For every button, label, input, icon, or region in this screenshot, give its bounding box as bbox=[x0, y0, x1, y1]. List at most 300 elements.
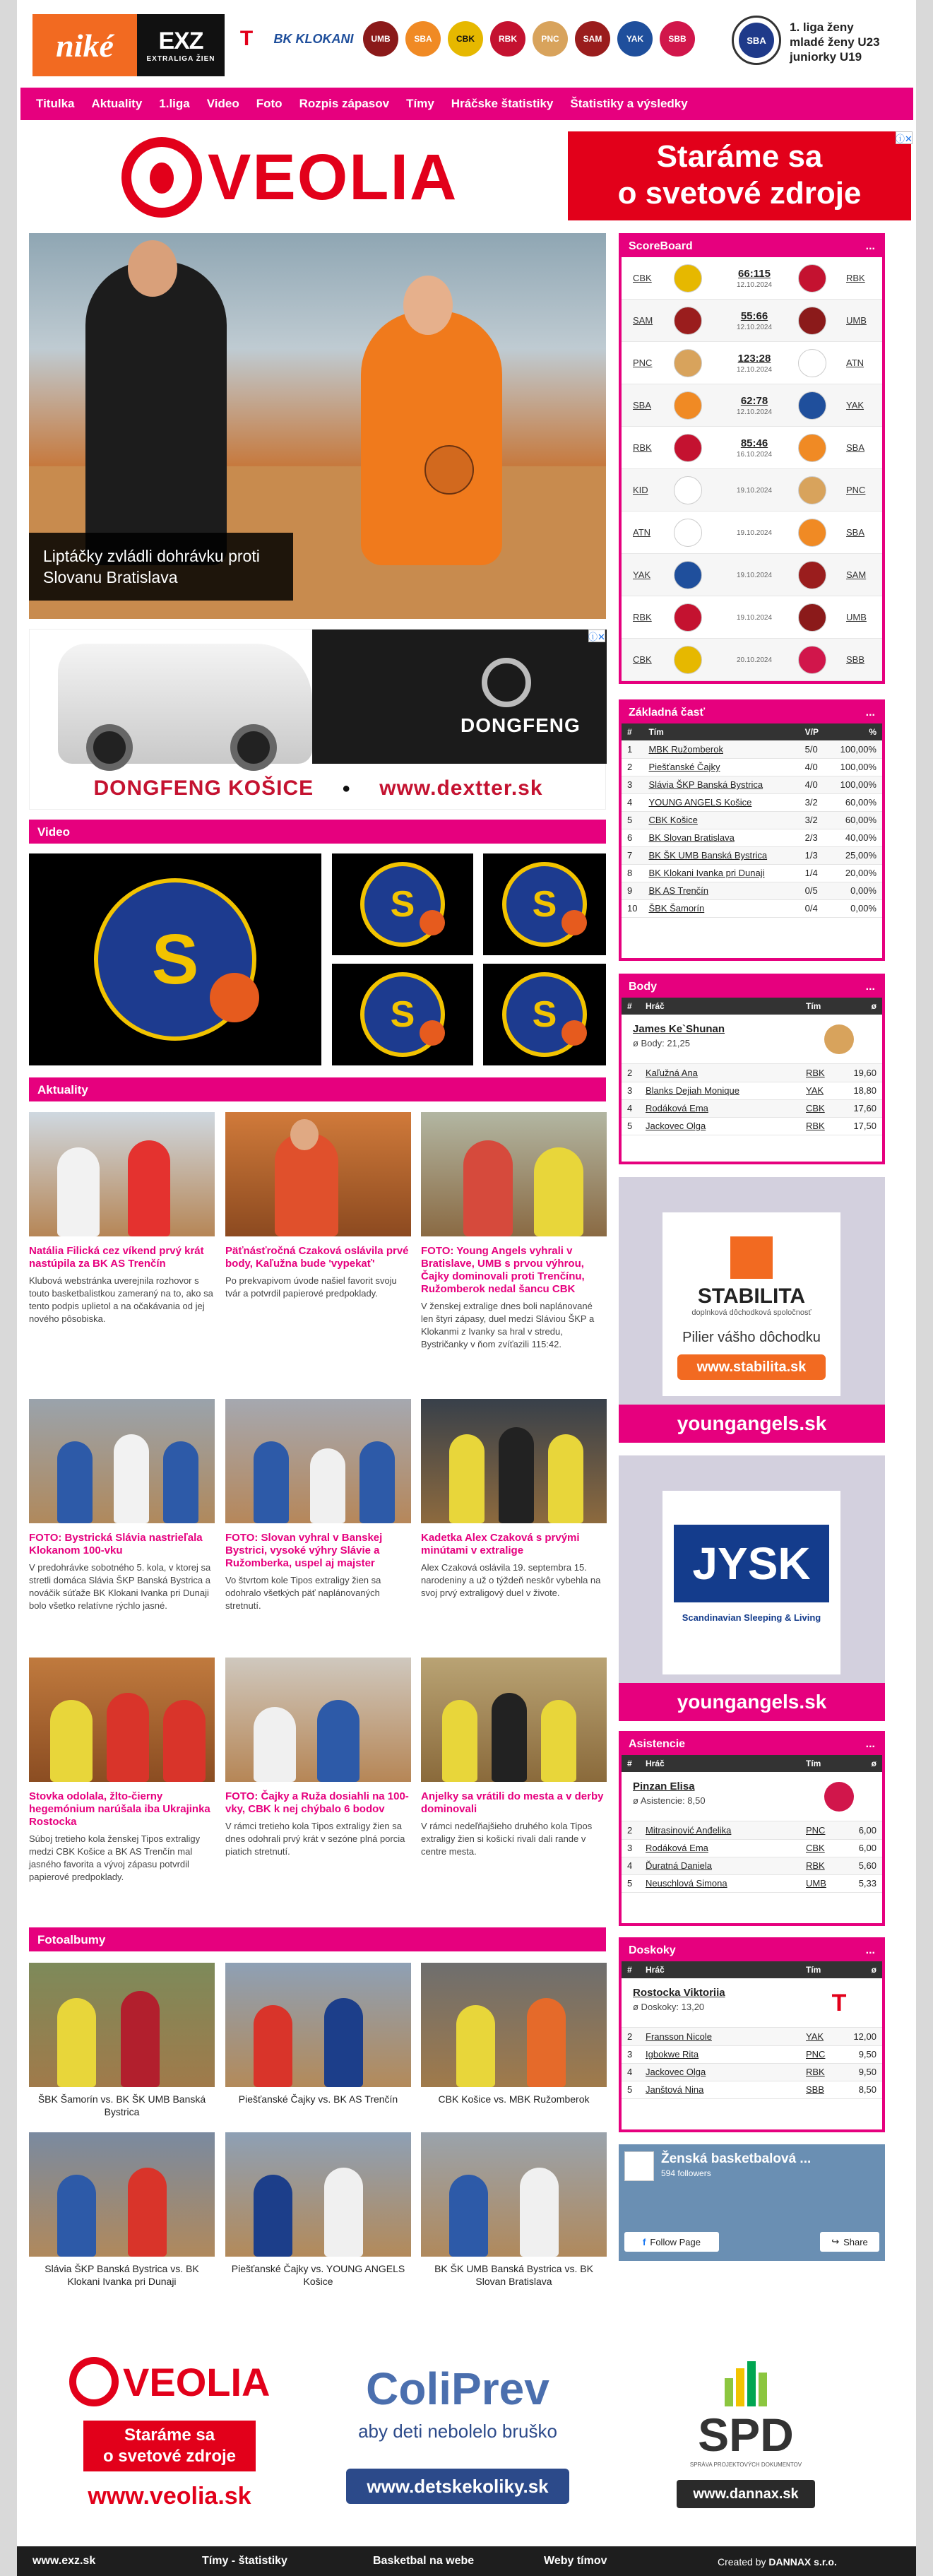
footer bbox=[17, 2546, 916, 2576]
row-player[interactable]: Ďuratná Daniela bbox=[646, 1860, 712, 1871]
album-caption[interactable]: ŠBK Šamorín vs. BK ŠK UMB Banská Bystrica bbox=[37, 2093, 206, 2117]
facebook-widget[interactable] bbox=[619, 2144, 885, 2261]
row-wl: 1/4 bbox=[804, 868, 818, 878]
footer-company[interactable]: DANNAX s.r.o. bbox=[768, 2556, 837, 2568]
score-value[interactable]: 66:115 bbox=[738, 267, 771, 280]
row-player[interactable]: Mitrasinović Anđelika bbox=[646, 1824, 732, 1836]
scoreboard-row[interactable] bbox=[622, 427, 882, 469]
row-pct: 60,00% bbox=[845, 815, 876, 825]
stabilita-sub: doplnková dôchodková spoločnosť bbox=[691, 1308, 812, 1317]
rebounds-leaders-widget bbox=[619, 1937, 885, 2132]
row-wl: 1/3 bbox=[804, 850, 818, 861]
album-card[interactable] bbox=[29, 2132, 215, 2288]
slavia-logo bbox=[94, 878, 256, 1041]
row-team[interactable]: CBK Košice bbox=[648, 815, 698, 825]
away-team-abbr[interactable]: RBK bbox=[846, 273, 865, 283]
standings-row[interactable] bbox=[622, 882, 882, 899]
row-team[interactable]: RBK bbox=[806, 2067, 825, 2077]
col-avg: ø bbox=[871, 1001, 876, 1011]
points-row[interactable] bbox=[622, 1064, 882, 1082]
home-team-logo-icon bbox=[674, 307, 702, 335]
col-player: Hráč bbox=[646, 1965, 665, 1975]
album-caption[interactable]: Piešťanské Čajky vs. BK AS Trenčín bbox=[238, 2093, 398, 2105]
match-date: 20.10.2024 bbox=[736, 656, 773, 664]
article-card[interactable] bbox=[29, 1399, 215, 1612]
album-image bbox=[29, 2132, 215, 2257]
veolia-slogan bbox=[83, 2421, 256, 2471]
assists-row[interactable] bbox=[622, 1821, 882, 1839]
row-avg: 18,80 bbox=[853, 1085, 876, 1096]
match-score[interactable] bbox=[727, 395, 781, 416]
score-value[interactable]: 55:66 bbox=[740, 309, 768, 322]
row-rank: 5 bbox=[627, 2084, 633, 2095]
standings-row[interactable] bbox=[622, 758, 882, 776]
row-team[interactable]: RBK bbox=[806, 1067, 825, 1078]
row-rank: 3 bbox=[627, 1085, 633, 1096]
album-card[interactable] bbox=[225, 1963, 411, 2105]
standings-row[interactable] bbox=[622, 793, 882, 811]
video-thumb-4[interactable] bbox=[483, 964, 606, 1065]
row-team[interactable]: RBK bbox=[806, 1121, 825, 1131]
row-rank: 2 bbox=[627, 2031, 633, 2042]
col-team: Tím bbox=[648, 727, 664, 737]
points-row[interactable] bbox=[622, 1117, 882, 1135]
scoreboard-row[interactable] bbox=[622, 384, 882, 427]
col-avg: ø bbox=[871, 1965, 876, 1975]
album-image bbox=[225, 2132, 411, 2257]
row-team[interactable]: CBK bbox=[806, 1843, 825, 1853]
club-logo-sba[interactable]: SBA bbox=[405, 21, 441, 57]
scoreboard-widget bbox=[619, 233, 885, 684]
article-title[interactable]: Natália Filická cez víkend prvý krát nastúpila za BK AS Trenčín bbox=[29, 1245, 204, 1270]
scoreboard-more[interactable]: ... bbox=[865, 240, 875, 252]
veolia-circle-icon bbox=[121, 137, 202, 218]
home-team-abbr[interactable]: CBK bbox=[633, 273, 652, 283]
away-team-logo-icon bbox=[798, 434, 826, 462]
row-team[interactable]: PNC bbox=[806, 1824, 826, 1836]
album-caption[interactable]: CBK Košice vs. MBK Ružomberok bbox=[438, 2093, 590, 2105]
article-card[interactable] bbox=[225, 1658, 411, 1858]
col-pct: % bbox=[869, 727, 876, 737]
match-date: 19.10.2024 bbox=[736, 529, 773, 537]
menu-titulka[interactable]: Titulka bbox=[36, 97, 75, 110]
match-score[interactable] bbox=[727, 528, 781, 537]
row-team[interactable]: Slávia ŠKP Banská Bystrica bbox=[648, 779, 763, 790]
rebounds-table-header bbox=[622, 1961, 882, 1978]
row-team[interactable]: BK Slovan Bratislava bbox=[648, 832, 735, 843]
row-pct: 0,00% bbox=[850, 903, 876, 914]
exz-logo-sub: EXTRALIGA ŽIEN bbox=[146, 55, 215, 63]
article-card[interactable] bbox=[421, 1658, 607, 1858]
album-caption[interactable]: BK ŠK UMB Banská Bystrica vs. BK Slovan Bratislava bbox=[434, 2263, 593, 2287]
away-team-logo-icon bbox=[798, 603, 826, 632]
scoreboard-row[interactable] bbox=[622, 512, 882, 554]
album-card[interactable] bbox=[225, 2132, 411, 2288]
points-header bbox=[622, 976, 882, 998]
menu-statistiky-vysledky[interactable]: Štatistiky a výsledky bbox=[570, 97, 688, 110]
ad-close-icon[interactable]: ⓘ✕ bbox=[896, 131, 913, 144]
home-team-abbr[interactable]: RBK bbox=[633, 442, 652, 453]
standings-row[interactable] bbox=[622, 864, 882, 882]
article-card[interactable] bbox=[225, 1399, 411, 1612]
slavia-letter: S bbox=[151, 919, 199, 999]
article-desc: Súboj tretieho kola ženskej Tipos extraligy medzi CBK Košice a BK AS Trenčín mal jasného favorita a vývoj zápasu potvrdil papierové predpoklady. bbox=[29, 1833, 201, 1882]
article-title[interactable]: FOTO: Slovan vyhral v Banskej Bystrici, vysoké výhry Slávie a Ružomberka, uspel aj majster bbox=[225, 1532, 383, 1569]
link-mlade-zeny[interactable]: mladé ženy U23 bbox=[790, 35, 880, 49]
home-team-abbr[interactable]: KID bbox=[633, 485, 648, 495]
row-team[interactable]: PNC bbox=[806, 2049, 826, 2060]
score-value[interactable]: 123:28 bbox=[737, 352, 771, 365]
team-logo-icon bbox=[824, 1782, 854, 1812]
row-team[interactable]: Piešťanské Čajky bbox=[648, 762, 720, 772]
away-team-abbr[interactable]: PNC bbox=[846, 485, 866, 495]
match-date: 16.10.2024 bbox=[736, 450, 773, 459]
row-team[interactable]: SBB bbox=[806, 2084, 825, 2095]
slavia-logo: S bbox=[360, 862, 445, 947]
article-title[interactable]: Anjelky sa vrátili do mesta a v derby dominovali bbox=[421, 1790, 604, 1815]
spd-url: www.dannax.sk bbox=[677, 2480, 815, 2508]
standings-row[interactable] bbox=[622, 776, 882, 793]
row-team[interactable]: CBK bbox=[806, 1103, 825, 1113]
match-date: 12.10.2024 bbox=[736, 323, 773, 331]
dongfeng-logo-icon bbox=[482, 658, 531, 707]
top-player-name[interactable]: Pinzan Elisa bbox=[633, 1780, 695, 1792]
match-score[interactable] bbox=[727, 310, 781, 331]
col-team: Tím bbox=[806, 1001, 821, 1011]
footer-link-timy-statistiky[interactable]: Tímy - štatistiky bbox=[202, 2555, 287, 2567]
sba-league-logo[interactable] bbox=[732, 16, 781, 65]
dongfeng-car-image bbox=[58, 644, 312, 764]
row-wl: 0/5 bbox=[804, 885, 818, 896]
article-card[interactable] bbox=[225, 1112, 411, 1300]
row-pct: 40,00% bbox=[845, 832, 876, 843]
hero-article[interactable] bbox=[29, 233, 606, 619]
home-team-abbr[interactable]: RBK bbox=[633, 612, 652, 622]
row-player[interactable]: Neuschlová Simona bbox=[646, 1878, 727, 1889]
facebook-follow-button[interactable] bbox=[624, 2232, 719, 2252]
match-score[interactable] bbox=[727, 485, 781, 495]
row-player[interactable]: Igbokwe Rita bbox=[646, 2049, 699, 2060]
veolia-logo bbox=[121, 131, 475, 223]
article-card[interactable] bbox=[421, 1399, 607, 1600]
home-team-abbr[interactable]: SAM bbox=[633, 315, 653, 326]
video-thumb-2[interactable] bbox=[483, 853, 606, 955]
dongfeng-dot-icon: ● bbox=[342, 780, 352, 796]
match-score[interactable] bbox=[727, 613, 781, 622]
away-team-logo-icon bbox=[798, 349, 826, 377]
album-card[interactable] bbox=[421, 1963, 607, 2105]
article-image bbox=[225, 1399, 411, 1523]
match-score[interactable] bbox=[727, 353, 781, 374]
col-rank: # bbox=[627, 1965, 632, 1975]
standings-row[interactable] bbox=[622, 740, 882, 758]
col-rank: # bbox=[627, 1001, 632, 1011]
video-main[interactable] bbox=[29, 853, 321, 1065]
row-pct: 0,00% bbox=[850, 885, 876, 896]
scoreboard-row[interactable] bbox=[622, 639, 882, 681]
home-team-abbr[interactable]: CBK bbox=[633, 654, 652, 665]
standings-widget bbox=[619, 699, 885, 961]
away-team-abbr[interactable]: SBA bbox=[846, 527, 865, 538]
points-row[interactable] bbox=[622, 1099, 882, 1117]
row-team[interactable]: BK AS Trenčín bbox=[648, 885, 709, 896]
away-team-abbr[interactable]: UMB bbox=[846, 315, 867, 326]
ad-banner-jysk[interactable] bbox=[619, 1455, 885, 1721]
row-player[interactable]: Jackovec Olga bbox=[646, 2067, 706, 2077]
standings-row[interactable] bbox=[622, 829, 882, 846]
row-pct: 100,00% bbox=[840, 779, 876, 790]
top-player-name[interactable]: James Ke`Shunan bbox=[633, 1023, 725, 1035]
away-team-abbr[interactable]: ATN bbox=[846, 358, 864, 368]
row-team[interactable]: ŠBK Šamorín bbox=[648, 903, 705, 914]
club-logo-cbk[interactable]: CBK bbox=[448, 21, 483, 57]
assists-row[interactable] bbox=[622, 1874, 882, 1892]
menu-1liga[interactable]: 1.liga bbox=[159, 97, 190, 110]
ad-banner-veolia[interactable] bbox=[121, 131, 913, 223]
row-rank: 2 bbox=[627, 1824, 633, 1836]
row-rank: 2 bbox=[627, 762, 633, 772]
row-rank: 5 bbox=[627, 1878, 633, 1889]
article-title[interactable]: Päťnásťročná Czaková oslávila prvé body, Kaľužna bude 'vypekať' bbox=[225, 1245, 409, 1270]
article-title[interactable]: Stovka odolala, žlto-čierny hegemónium narúšala iba Ukrajinka Rostocka bbox=[29, 1790, 210, 1828]
points-more[interactable]: ... bbox=[865, 981, 875, 993]
assists-table-header bbox=[622, 1755, 882, 1772]
club-logo-yak[interactable]: YAK bbox=[617, 21, 653, 57]
row-team[interactable]: BK ŠK UMB Banská Bystrica bbox=[648, 850, 768, 861]
article-card[interactable] bbox=[29, 1112, 215, 1325]
album-card[interactable] bbox=[29, 1963, 215, 2118]
col-player: Hráč bbox=[646, 1001, 665, 1011]
video-thumb-3[interactable] bbox=[332, 964, 473, 1065]
away-team-logo-icon bbox=[798, 391, 826, 420]
ad-banner-stabilita[interactable] bbox=[619, 1177, 885, 1443]
menu-hracske-statistiky[interactable]: Hráčske štatistiky bbox=[451, 97, 554, 110]
row-rank: 8 bbox=[627, 868, 633, 878]
menu-aktuality[interactable]: Aktuality bbox=[91, 97, 143, 110]
home-team-logo-icon bbox=[674, 264, 702, 293]
club-logo-umb[interactable]: UMB bbox=[363, 21, 398, 57]
rebounds-rows-table bbox=[622, 2028, 882, 2099]
row-player[interactable]: Jackovec Olga bbox=[646, 1121, 706, 1131]
row-team[interactable]: RBK bbox=[806, 1860, 825, 1871]
assists-top-player[interactable] bbox=[622, 1772, 882, 1821]
home-team-abbr[interactable]: ATN bbox=[633, 527, 651, 538]
coliprev-url: www.detskekoliky.sk bbox=[346, 2469, 569, 2504]
assists-row[interactable] bbox=[622, 1857, 882, 1874]
article-card[interactable] bbox=[29, 1658, 215, 1884]
sba-league-logo-text: SBA bbox=[739, 23, 774, 58]
top-player-stat: ø Doskoky: 13,20 bbox=[633, 2002, 705, 2012]
club-logos bbox=[229, 21, 695, 57]
col-player: Hráč bbox=[646, 1759, 665, 1768]
ad-bottom-veolia[interactable] bbox=[37, 2344, 302, 2522]
row-team[interactable]: MBK Ružomberok bbox=[648, 743, 723, 755]
rebounds-row[interactable] bbox=[622, 2028, 882, 2045]
club-logo-rbk[interactable]: RBK bbox=[490, 21, 525, 57]
row-player[interactable]: Janštová Nina bbox=[646, 2084, 704, 2095]
row-player[interactable]: Rodáková Ema bbox=[646, 1843, 708, 1853]
footer-created-label: Created by bbox=[718, 2556, 766, 2568]
article-image bbox=[29, 1112, 215, 1236]
rebounds-row[interactable] bbox=[622, 2081, 882, 2098]
dongfeng-line: DONGFENG KOŠICE bbox=[93, 776, 314, 800]
video-thumb-1[interactable] bbox=[332, 853, 473, 955]
dongfeng-footer bbox=[30, 768, 607, 809]
row-rank: 4 bbox=[627, 797, 633, 808]
section-video: Video bbox=[29, 820, 606, 844]
row-player[interactable]: Fransson Nicole bbox=[646, 2031, 712, 2042]
scoreboard-row[interactable] bbox=[622, 300, 882, 342]
row-wl: 2/3 bbox=[804, 832, 818, 843]
ball-icon bbox=[210, 973, 259, 1022]
row-avg: 12,00 bbox=[853, 2031, 876, 2042]
col-team: Tím bbox=[806, 1965, 821, 1975]
club-logo-sam[interactable]: SAM bbox=[575, 21, 610, 57]
away-team-abbr[interactable]: SBA bbox=[846, 442, 865, 453]
article-card[interactable] bbox=[421, 1112, 607, 1351]
away-team-abbr[interactable]: UMB bbox=[846, 612, 867, 622]
footer-credit bbox=[718, 2556, 837, 2568]
row-avg: 9,50 bbox=[858, 2067, 876, 2077]
article-image bbox=[29, 1658, 215, 1782]
scoreboard-row[interactable] bbox=[622, 342, 882, 384]
match-score[interactable] bbox=[727, 268, 781, 289]
row-team[interactable]: BK Klokani Ivanka pri Dunaji bbox=[648, 868, 765, 878]
row-avg: 17,60 bbox=[853, 1103, 876, 1113]
home-team-abbr[interactable]: PNC bbox=[633, 358, 653, 368]
row-player[interactable]: Kaľužná Ana bbox=[646, 1067, 698, 1078]
article-desc: V ženskej extralige dnes boli naplánované len štyri zápasy, duel medzi Sláviou ŠKP a Klokanmi z Ivanky sa hral v stredu, Bystričanky v ňom zvíťazili 115:42. bbox=[421, 1301, 595, 1349]
rebounds-top-player[interactable] bbox=[622, 1978, 882, 2028]
away-team-abbr[interactable]: SAM bbox=[846, 569, 867, 580]
coliprev-sub: aby deti nebolelo bruško bbox=[358, 2421, 557, 2442]
row-rank: 10 bbox=[627, 903, 638, 914]
standings-row[interactable] bbox=[622, 811, 882, 829]
row-pct: 60,00% bbox=[845, 797, 876, 808]
standings-row[interactable] bbox=[622, 846, 882, 864]
away-team-abbr[interactable]: YAK bbox=[846, 400, 864, 410]
rebounds-more[interactable]: ... bbox=[865, 1944, 875, 1956]
club-logo-sbb[interactable]: SBB bbox=[660, 21, 695, 57]
album-card[interactable] bbox=[421, 2132, 607, 2288]
home-team-logo-icon bbox=[674, 519, 702, 547]
home-team-abbr[interactable]: SBA bbox=[633, 400, 652, 410]
rebounds-row[interactable] bbox=[622, 2063, 882, 2081]
col-wl: V/P bbox=[804, 727, 819, 737]
menu-video[interactable]: Video bbox=[206, 97, 239, 110]
footer-link-basketbal-na-webe[interactable]: Basketbal na webe bbox=[373, 2555, 475, 2567]
home-team-logo-icon bbox=[674, 476, 702, 504]
points-top-player[interactable] bbox=[622, 1015, 882, 1064]
footer-link-weby-timov[interactable]: Weby tímov bbox=[544, 2555, 607, 2567]
veolia-wordmark: VEOLIA bbox=[123, 2359, 271, 2404]
facebook-share-button[interactable] bbox=[820, 2232, 879, 2252]
scoreboard-header bbox=[622, 236, 882, 257]
standings-more[interactable]: ... bbox=[865, 707, 875, 719]
share-icon: ↪ bbox=[831, 2236, 840, 2247]
coliprev-brand: ColiPrev bbox=[366, 2363, 549, 2414]
home-team-abbr[interactable]: YAK bbox=[633, 569, 651, 580]
veolia-slogan-line1: Staráme sa bbox=[124, 2426, 215, 2445]
points-row[interactable] bbox=[622, 1082, 882, 1099]
article-title[interactable]: FOTO: Young Angels vyhrali v Bratislave, UMB s prvou výhrou, Čajky dominovali proti Trenčínu, Ružomberok nedal šancu CBK bbox=[421, 1245, 585, 1295]
dongfeng-dark-panel bbox=[312, 630, 607, 764]
club-logo-pnc[interactable]: PNC bbox=[533, 21, 568, 57]
home-team-logo-icon bbox=[674, 391, 702, 420]
row-team[interactable]: YAK bbox=[806, 2031, 824, 2042]
nike-exz-logo[interactable] bbox=[32, 14, 225, 76]
scoreboard-row[interactable] bbox=[622, 554, 882, 596]
score-value[interactable]: 85:46 bbox=[740, 437, 768, 449]
ad-bottom-coliprev[interactable] bbox=[325, 2344, 590, 2522]
veolia-url: www.veolia.sk bbox=[88, 2483, 251, 2510]
match-score[interactable] bbox=[727, 437, 781, 459]
album-caption[interactable]: Slávia ŠKP Banská Bystrica vs. BK Klokani Ivanka pri Dunaji bbox=[44, 2263, 199, 2287]
facebook-page-name[interactable]: Ženská basketbalová ... bbox=[661, 2151, 812, 2166]
standings-title: Základná časť bbox=[629, 707, 706, 719]
top-player-name[interactable]: Rostocka Viktoriia bbox=[633, 1987, 725, 1999]
standings-row[interactable] bbox=[622, 899, 882, 917]
article-title[interactable]: Kadetka Alex Czaková s prvými minútami v extralige bbox=[421, 1532, 580, 1556]
link-liga-zeny[interactable]: 1. liga ženy bbox=[790, 20, 854, 34]
hero-caption[interactable]: Liptáčky zvládli dohrávku proti Slovanu Bratislava bbox=[29, 533, 293, 601]
ad-close-icon[interactable]: ⓘ✕ bbox=[588, 630, 605, 642]
away-team-abbr[interactable]: SBB bbox=[846, 654, 865, 665]
header bbox=[17, 0, 916, 86]
article-title[interactable]: FOTO: Bystrická Slávia nastrieľala Klokanom 100-vku bbox=[29, 1532, 203, 1556]
scoreboard-row[interactable] bbox=[622, 469, 882, 512]
menu-foto[interactable]: Foto bbox=[256, 97, 283, 110]
row-wl: 3/2 bbox=[804, 815, 818, 825]
article-title[interactable]: FOTO: Čajky a Ruža dosiahli na 100-vky, CBK k nej chýbalo 6 bodov bbox=[225, 1790, 409, 1815]
away-team-logo-icon bbox=[798, 476, 826, 504]
hero-image-player1 bbox=[85, 261, 227, 565]
away-team-logo-icon bbox=[798, 519, 826, 547]
match-score[interactable] bbox=[727, 655, 781, 664]
club-logo-trencin[interactable]: T bbox=[229, 21, 264, 57]
match-score[interactable] bbox=[727, 570, 781, 579]
row-wl: 5/0 bbox=[804, 743, 818, 755]
col-rank: # bbox=[627, 1759, 632, 1768]
album-caption[interactable]: Piešťanské Čajky vs. YOUNG ANGELS Košice bbox=[231, 2263, 405, 2287]
menu-timy[interactable]: Tímy bbox=[406, 97, 434, 110]
menu-rozpis[interactable]: Rozpis zápasov bbox=[299, 97, 390, 110]
assists-row[interactable] bbox=[622, 1839, 882, 1857]
article-desc: Vo štvrtom kole Tipos extraligy žien sa odohralo všetkých päť naplánovaných stretnutí. bbox=[225, 1575, 381, 1611]
scoreboard-row[interactable] bbox=[622, 596, 882, 639]
home-team-logo-icon bbox=[674, 349, 702, 377]
footer-link-exz[interactable]: www.exz.sk bbox=[32, 2555, 96, 2567]
ad-bottom-spd[interactable] bbox=[613, 2344, 879, 2522]
row-player[interactable]: Blanks Dejiah Monique bbox=[646, 1085, 739, 1096]
row-team[interactable]: UMB bbox=[806, 1878, 826, 1889]
scoreboard-row[interactable] bbox=[622, 257, 882, 300]
points-table bbox=[622, 998, 882, 1015]
row-wl: 3/2 bbox=[804, 797, 818, 808]
article-image bbox=[29, 1399, 215, 1523]
row-team[interactable]: YAK bbox=[806, 1085, 824, 1096]
rebounds-row[interactable] bbox=[622, 2045, 882, 2063]
rebounds-header bbox=[622, 1940, 882, 1961]
score-value[interactable]: 62:78 bbox=[740, 394, 768, 407]
assists-more[interactable]: ... bbox=[865, 1738, 875, 1750]
row-player[interactable]: Rodáková Ema bbox=[646, 1103, 708, 1113]
ad-banner-dongfeng[interactable] bbox=[29, 629, 606, 810]
link-juniorky[interactable]: juniorky U19 bbox=[790, 50, 862, 64]
row-team[interactable]: YOUNG ANGELS Košice bbox=[648, 797, 752, 808]
club-logo-klokani[interactable]: BK KLOKANI bbox=[273, 31, 354, 46]
row-rank: 3 bbox=[627, 1843, 633, 1853]
